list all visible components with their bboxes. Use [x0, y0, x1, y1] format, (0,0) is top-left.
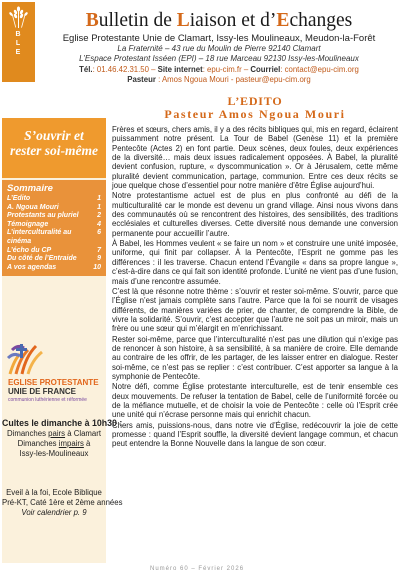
toc-label: A. Ngoua Mouri [7, 203, 59, 211]
school-calendar-ref: Voir calendrier p. 9 [21, 508, 87, 517]
toc-item[interactable] [7, 204, 101, 213]
title-part: ulletin de [98, 10, 177, 31]
toc-item[interactable] [7, 264, 101, 273]
epudf-word1: EGLISE [8, 378, 40, 387]
table-of-contents [2, 180, 106, 276]
edito-title: L’EDITO [227, 94, 283, 108]
toc-page: 2 [97, 212, 101, 220]
pastor-label: Pasteur [127, 75, 156, 84]
toc-label: L’interculturalité au cinéma [7, 229, 72, 245]
tel-label: Tél. [79, 65, 93, 74]
toc-item[interactable] [7, 255, 101, 264]
toc-item[interactable] [7, 195, 101, 204]
worship-text: Dimanches [6, 429, 49, 438]
mail-link[interactable]: : contact@epu-cim.org [280, 65, 359, 74]
toc-page: 7 [97, 246, 101, 254]
toc-item[interactable] [7, 212, 101, 221]
toc-page: 4 [97, 220, 101, 228]
pastor-line [40, 75, 398, 85]
toc-label: Du côté de l’Entraide [7, 255, 77, 263]
title-part: changes [289, 10, 353, 31]
toc-item[interactable] [7, 229, 101, 246]
masthead [40, 2, 398, 85]
worship-schedule [2, 418, 123, 459]
worship-title: Cultes le dimanche à 10h30 : [2, 418, 123, 428]
edito-body [112, 125, 398, 449]
edito-paragraph: Chers amis, puissions-nous, dans notre vie d’Église, redécouvrir la joie de cette promesse : quand l’Esprit souffle, la diversité devient langage commun, et chacun peut entendre la Bonne Nouvelle dans la langue de son cœur. [112, 420, 398, 449]
edito-paragraph: Notre protestantisme actuel est de plus en plus confronté au défi de la multiculturalité car le monde est devenu un grand village. Ainsi nous vivons dans des communautés où se rencontrent des histoires, des sensibilités, des traditions ecclésiales et culturelles diverses. Cette diversité nous demande une conversion permanente pour accueillir l’autre. [112, 191, 398, 238]
worship-line-even [2, 429, 106, 439]
pastor-contact: : Amos Ngoua Mouri - pasteur@epu-cim.org [158, 75, 311, 84]
epudf-subtitle: communion luthérienne et réformée [8, 397, 87, 403]
worship-emphasis: pairs [48, 429, 66, 438]
toc-item[interactable] [7, 247, 101, 256]
worship-text: Dimanches [17, 439, 59, 448]
epudf-word2: PROTESTANTE [39, 378, 99, 387]
toc-page: 1 [97, 195, 101, 202]
worship-text: à [83, 439, 91, 448]
church-name: Eglise Protestante Unie de Clamart, Issy-les Moulineaux, Meudon-la-Forêt [62, 33, 376, 44]
worship-text: à Clamart [65, 429, 102, 438]
theme-band [2, 118, 106, 178]
logo-letter-b: B [15, 31, 22, 38]
toc-page: 1 [97, 203, 101, 211]
toc-label: A vos agendas [7, 263, 57, 271]
bulletin-title [40, 10, 398, 32]
title-initial: L [176, 10, 190, 31]
sunday-school [2, 488, 123, 518]
logo-letter-l: L [15, 40, 22, 47]
toc-label: Protestants au pluriel [7, 212, 79, 220]
site-link[interactable]: : epu-cim.fr – [202, 65, 251, 74]
mail-label: Courriel [250, 65, 281, 74]
edito-paragraph: C’est là que résonne notre thème : s’ouvrir et rester soi-même. S’ouvrir, parce que l’Église n’est jamais complète sans l’autre. Parce que la foi se nourrit de visages différents, de manières variées de prier, de chanter, de comprendre la Bible, de vivre la solidarité. S’ouvrir, c’est accepter que l’autre ne soit pas un miroir, mais un frère ou une sœur qui m’élargit en m’enrichissant. [112, 286, 398, 334]
toc-label: Témoignage [7, 220, 49, 228]
edito-author: Pasteur Amos Ngoua Mouri [164, 107, 346, 121]
theme-tagline: S’ouvrir et rester soi-même [9, 128, 99, 158]
epudf-name-line1 [8, 378, 99, 387]
address-clamart: La Fraternité – 43 rue du Moulin de Pierre 92140 Clamart [117, 44, 321, 53]
logo-letter-e: E [15, 49, 22, 56]
worship-line-odd [2, 439, 106, 449]
worship-emphasis: impairs [58, 439, 84, 448]
toc-page: 10 [93, 263, 101, 271]
site-label: Site internet [157, 65, 203, 74]
page-footer: Numéro 60 – Février 2026 [150, 566, 245, 572]
toc-item[interactable] [7, 221, 101, 230]
toc-label: L’écho du CP [7, 246, 52, 254]
toc-list [7, 195, 101, 272]
epudf-logo [6, 340, 102, 410]
toc-page: 6 [97, 229, 101, 237]
edito-paragraph: Frères et sœurs, chers amis, il y a des récits bibliques qui, mis en regard, éclairent puissamment notre présent. La Tour de Babel (Genèse 11) et la première Pentecôte (Actes 2) en font partie. Deux scènes, deux foules, deux expériences de la diversité… mais deux issues radicalement opposées. À Babel, la pluralité devient confusion, rupture, « dyscommunication ». Or à Jérusalem, cette même pluralité devient communication, partage, communion. Entre ces deux récits se joue quelque chose d’essentiel pour notre manière d’être Église aujourd’hui. [112, 125, 398, 191]
school-line1: Eveil à la foi, Ecole Biblique [6, 488, 102, 497]
contact-line [40, 65, 398, 75]
cross-bush-icon [6, 340, 46, 376]
title-initial: E [276, 10, 290, 31]
epudf-name-line2: UNIE DE FRANCE [8, 387, 77, 396]
edito-paragraph: À Babel, les Hommes veulent « se faire un nom » et construire une unité imposée, uniforme, qui finit par collapser. À la Pentecôte, l’Esprit ne gomme pas les différences : il les traverse. Chacun entend l’Évangile « dans sa propre langue », c’est-à-dire dans ce qui fait son identité profonde. L’unité ne vient pas d’une fusion, mais d’une rencontre assumée. [112, 239, 398, 286]
title-part: iaison et d’ [189, 10, 277, 31]
toc-label: L’Edito [7, 195, 31, 202]
wheat-icon [6, 6, 31, 28]
toc-page: 9 [97, 255, 101, 263]
school-line2: Pré-KT, Caté 1ère et 2ème années [2, 498, 123, 507]
worship-line-issy: Issy-les-Moulineaux [19, 449, 89, 458]
address-issy: L’Espace Protestant Isséen (EPI) – 18 rue Marceau 92130 Issy-les-Moulineaux [79, 54, 359, 63]
edito-paragraph: Notre défi, comme Église protestante interculturelle, est de tenir ensemble ces deux mouvements. De refuser la tentation de Babel, celle de l’uniformité forcée ou de la méfiance mutuelle, et de choisir la voie de Pentecôte : celle où l’Esprit crée une unité qui n’écrase personne mais qui enrichit chacun. [112, 382, 398, 420]
tel-value: : 01.46.42.31.50 – [92, 65, 158, 74]
edito-paragraph: Rester soi-même, parce que l’interculturalité n’est pas une dilution qui n’exige pas de renoncer à son histoire, à sa sensibilité, à sa manière de croire. Elle demande au contraire de les offrir, de les partager, de les laisser entrer en dialogue. Rester soi-même, ce n’est pas se replier : c’est contribuer. C’est apporter sa langue à la symphonie de Pentecôte. [112, 334, 398, 381]
toc-title: Sommaire [7, 183, 53, 194]
title-initial: B [85, 10, 99, 31]
ble-logo [2, 2, 35, 82]
edito-article [112, 95, 398, 450]
